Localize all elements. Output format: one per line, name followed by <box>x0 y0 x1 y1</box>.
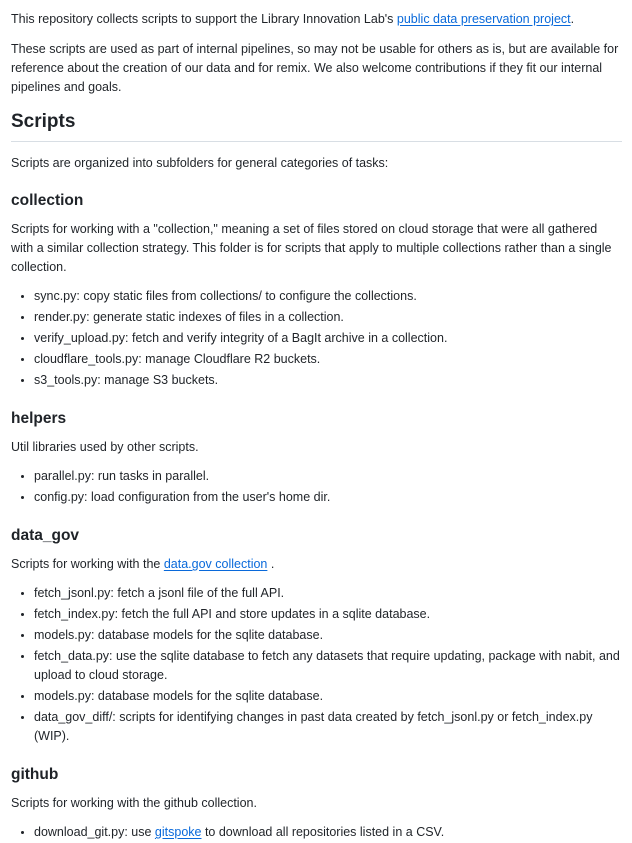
list-item: • data_gov_diff/: scripts for identifying changes in past data created by fetch_jsonl.py or fetch_index.py (WIP). <box>34 708 622 746</box>
list-item <box>34 823 622 842</box>
description-paragraph: These scripts are used as part of internal pipelines, so may not be usable for others as is, but are available for reference about the creation of our data and for remix. We also welcome contributions if they fit our internal pipelines and goals. <box>11 42 619 94</box>
collection-heading: collection <box>11 192 84 209</box>
data-gov-heading: data_gov <box>11 527 80 544</box>
list-item: • cloudflare_tools.py: manage Cloudflare R2 buckets. <box>34 350 622 369</box>
list-item: • models.py: database models for the sqlite database. <box>34 687 622 706</box>
data-gov-desc-suffix: . <box>267 557 275 571</box>
list-item: • render.py: generate static indexes of files in a collection. <box>34 308 622 327</box>
github-description: Scripts for working with the github collection. <box>11 796 257 810</box>
list-item: • config.py: load configuration from the user's home dir. <box>34 488 622 507</box>
intro-paragraph <box>11 10 622 29</box>
helpers-list <box>11 467 622 507</box>
github-heading: github <box>11 766 59 783</box>
collection-description: Scripts for working with a "collection," meaning a set of files stored on cloud storage that were all gathered with a similar collection strategy. This folder is for scripts that apply to multiple collections rather than a single collection. <box>11 222 612 274</box>
helpers-description: Util libraries used by other scripts. <box>11 440 199 454</box>
collection-list <box>11 287 622 390</box>
data-gov-desc-prefix: Scripts for working with the <box>11 557 164 571</box>
github-item-suffix: to download all repositories listed in a CSV. <box>201 825 445 839</box>
list-item: • fetch_data.py: use the sqlite database to fetch any datasets that require updating, package with nabit, and upload to cloud storage. <box>34 647 622 685</box>
list-item: • fetch_index.py: fetch the full API and store updates in a sqlite database. <box>34 605 622 624</box>
intro-prefix: This repository collects scripts to support the Library Innovation Lab's <box>11 12 397 26</box>
list-item: • sync.py: copy static files from collections/ to configure the collections. <box>34 287 622 306</box>
intro-suffix: . <box>570 12 575 26</box>
list-item: • verify_upload.py: fetch and verify integrity of a BagIt archive in a collection. <box>34 329 622 348</box>
data-gov-list <box>11 584 622 746</box>
list-item: • parallel.py: run tasks in parallel. <box>34 467 622 486</box>
scripts-intro: Scripts are organized into subfolders for general categories of tasks: <box>11 156 389 170</box>
scripts-heading: Scripts <box>11 110 622 142</box>
data-gov-description <box>11 555 622 574</box>
helpers-heading: helpers <box>11 410 67 427</box>
github-item-prefix: download_git.py: use <box>34 825 155 839</box>
list-item: • models.py: database models for the sqlite database. <box>34 626 622 645</box>
public-data-preservation-link[interactable]: public data preservation project <box>396 12 571 26</box>
list-item: • fetch_jsonl.py: fetch a jsonl file of the full API. <box>34 584 622 603</box>
github-list <box>11 823 622 842</box>
list-item: • s3_tools.py: manage S3 buckets. <box>34 371 622 390</box>
data-gov-collection-link[interactable]: data.gov collection <box>163 557 268 571</box>
gitspoke-link[interactable]: gitspoke <box>154 825 202 839</box>
